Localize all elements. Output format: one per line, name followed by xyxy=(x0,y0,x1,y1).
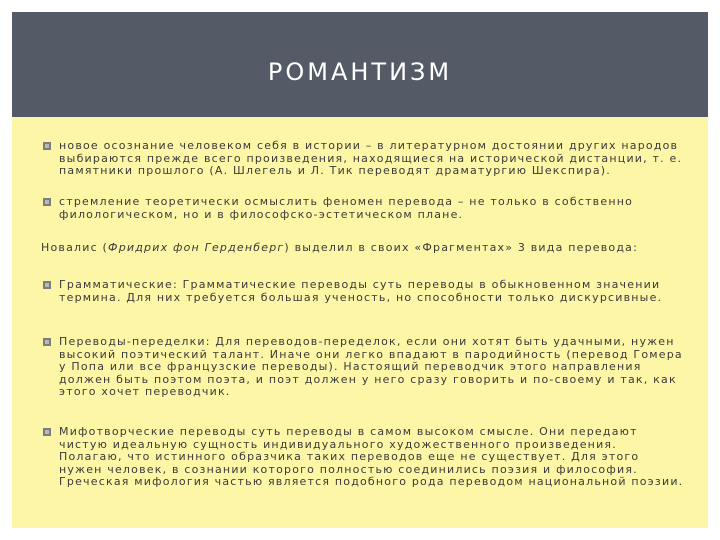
slide-title: РОМАНТИЗМ xyxy=(267,58,453,86)
bullet-square-icon xyxy=(43,281,51,289)
bullet-square-icon xyxy=(43,198,51,206)
slide xyxy=(12,12,708,528)
bullet-square-icon xyxy=(43,428,51,436)
bullet-text-grammatical: Грамматические: Грамматические переводы суть переводы в обыкновенном значении термина. Для них требуется большая ученость, но способности только дискурсивные. xyxy=(59,278,663,304)
bullet-text-theory: стремление теоретически осмыслить феномен перевода – не только в собственно филологическом, но и в философско-эстетическом плане. xyxy=(59,195,634,221)
title-bar xyxy=(12,12,708,117)
novalis-paragraph xyxy=(41,242,701,255)
novalis-name: Фридрих фон Герденберг xyxy=(108,241,285,254)
bullet-square-icon xyxy=(43,338,51,346)
bullet-text-mythopoetic: Мифотворческие переводы суть переводы в самом высоком смысле. Они передают чистую идеальную сущность индивидуального художественного произведения. Полагаю, что истинного образчика таких переводов еще не существует. Для этого нужен человек, в сознании которого полностью соединились поэзия и философия. Греческая мифология частью является подобного рода переводом национальной поэзии. xyxy=(59,425,684,489)
bullet-square-icon xyxy=(43,142,51,150)
bullet-text-adaptations: Переводы-переделки: Для переводов-переделок, если они хотят быть удачными, нужен высокий поэтический талант. Иначе они легко впадают в пародийность (перевод Гомера у Попа или все французские переводы). Настоящий переводчик этого направления должен быть поэтом поэта, и поэт должен у него сразу говорить и по-своему и так, как этого хочет переводчик. xyxy=(59,335,683,399)
bullet-text-history: новое осознание человеком себя в истории – в литературном достоянии других народов выбираются прежде всего произведения, находящиеся на исторической дистанции, т. е. памятники прошлого (А. Шлегель и Л. Тик переводят драматургию Шекспира). xyxy=(59,139,683,178)
novalis-text-end: ) выделил в своих «Фрагментах» 3 вида перевода: xyxy=(284,241,638,254)
novalis-text-start: Новалис ( xyxy=(41,241,109,254)
